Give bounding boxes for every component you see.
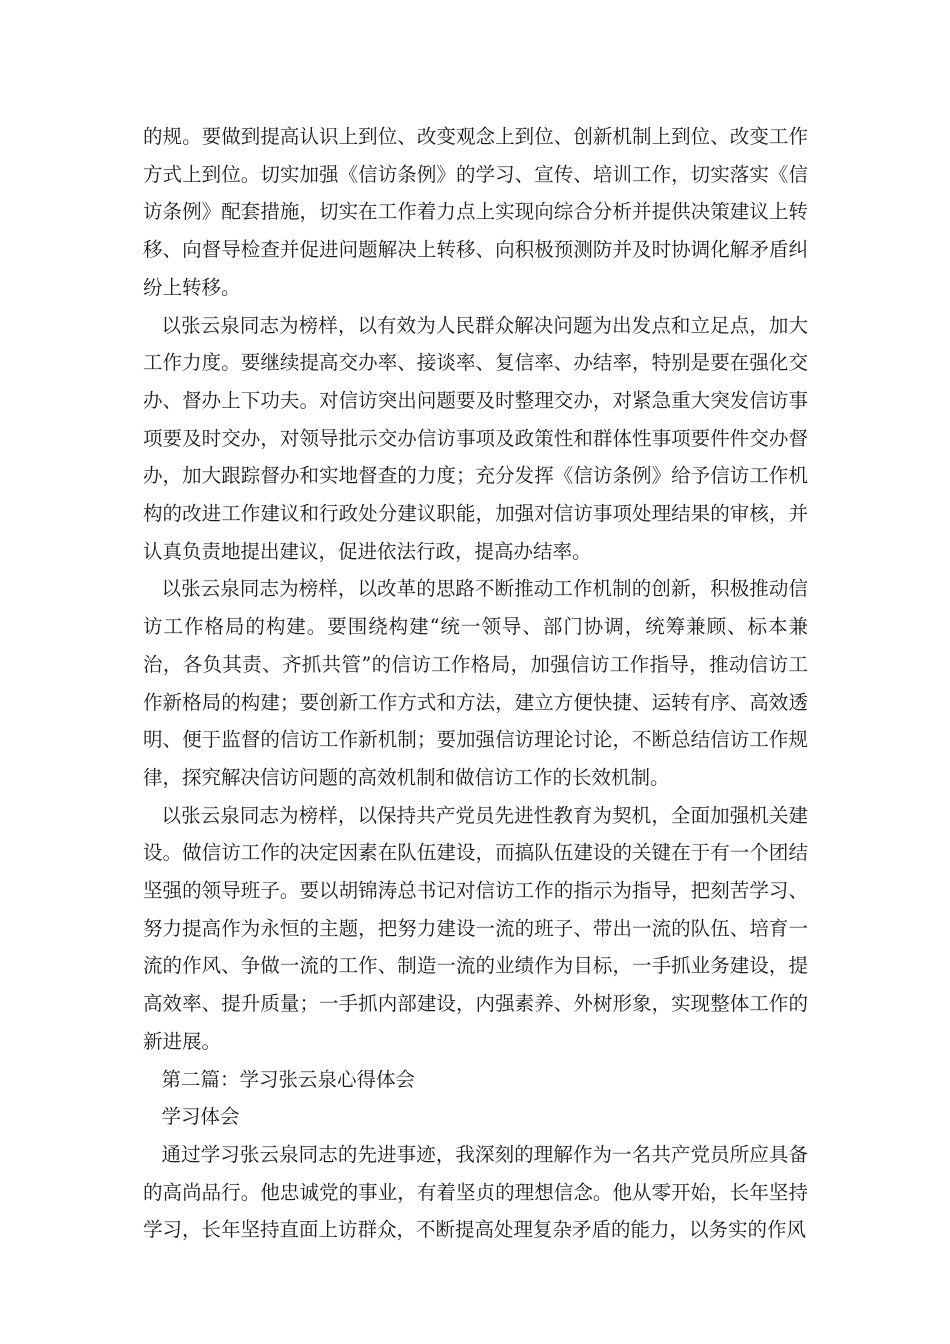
paragraph-continuation: 的规。要做到提高认识上到位、改变观念上到位、创新机制上到位、改变工作方式上到位。切实加强《信访条例》的学习、宣传、培训工作，切实落实《信访条例》配套措施，切实在工作着力点上实现向综合分析并提供决策建议上转移、向督导检查并促进问题解决上转移、向积极预测防并及时协调化解矛盾纠纷上转移。 [143, 125, 808, 299]
section-title: 第二篇：学习张云泉心得体会 [161, 1067, 416, 1091]
section-subtitle: 学习体会 [161, 1105, 240, 1129]
paragraph-organization-building: 以张云泉同志为榜样，以保持共产党员先进性教育为契机，全面加强机关建设。做信访工作的决定因素在队伍建设，而搞队伍建设的关键在于有一个团结坚强的领导班子。要以胡锦涛总书记对信访工作的指示为指导，把刻苦学习、努力提高作为永恒的主题，把努力建设一流的班子、带出一流的队伍、培育一流的作风、争做一流的工作、制造一流的业绩作为目标，一手抓业务建设，提高效率、提升质量；一手抓内部建设，内强素养、外树形象，实现整体工作的新进展。 [143, 803, 808, 1053]
paragraph-study-reflection: 通过学习张云泉同志的先进事迹，我深刻的理解作为一名共产党员所应具备的高尚品行。他忠诚党的事业，有着坚贞的理想信念。他从零开始，长年坚持学习，长年坚持直面上访群众，不断提高处理复杂矛盾的能力，以务实的作风 [143, 1142, 808, 1242]
paragraph-mechanism-innovation: 以张云泉同志为榜样，以改革的思路不断推动工作机制的创新，积极推动信访工作格局的构建。要围绕构建“统一领导、部门协调，统筹兼顾、标本兼治，各负其责、齐抓共管”的信访工作格局，加强信访工作指导，推动信访工作新格局的构建；要创新工作方式和方法，建立方便快捷、运转有序、高效透明、便于监督的信访工作新机制；要加强信访理论讨论，不断总结信访工作规律，探究解决信访问题的高效机制和做信访工作的长效机制。 [143, 577, 808, 789]
document-body [143, 118, 808, 1249]
paragraph-work-intensity: 以张云泉同志为榜样，以有效为人民群众解决问题为出发点和立足点，加大工作力度。要继续提高交办率、接谈率、复信率、办结率，特别是要在强化交办、督办上下功夫。对信访突出问题要及时整理交办，对紧急重大突发信访事项要及时交办，对领导批示交办信访事项及政策性和群体性事项要件件交办督办，加大跟踪督办和实地督查的力度；充分发挥《信访条例》给予信访工作机构的改进工作建议和行政处分建议职能，加强对信访事项处理结果的审核，并认真负责地提出建议，促进依法行政，提高办结率。 [143, 313, 808, 563]
